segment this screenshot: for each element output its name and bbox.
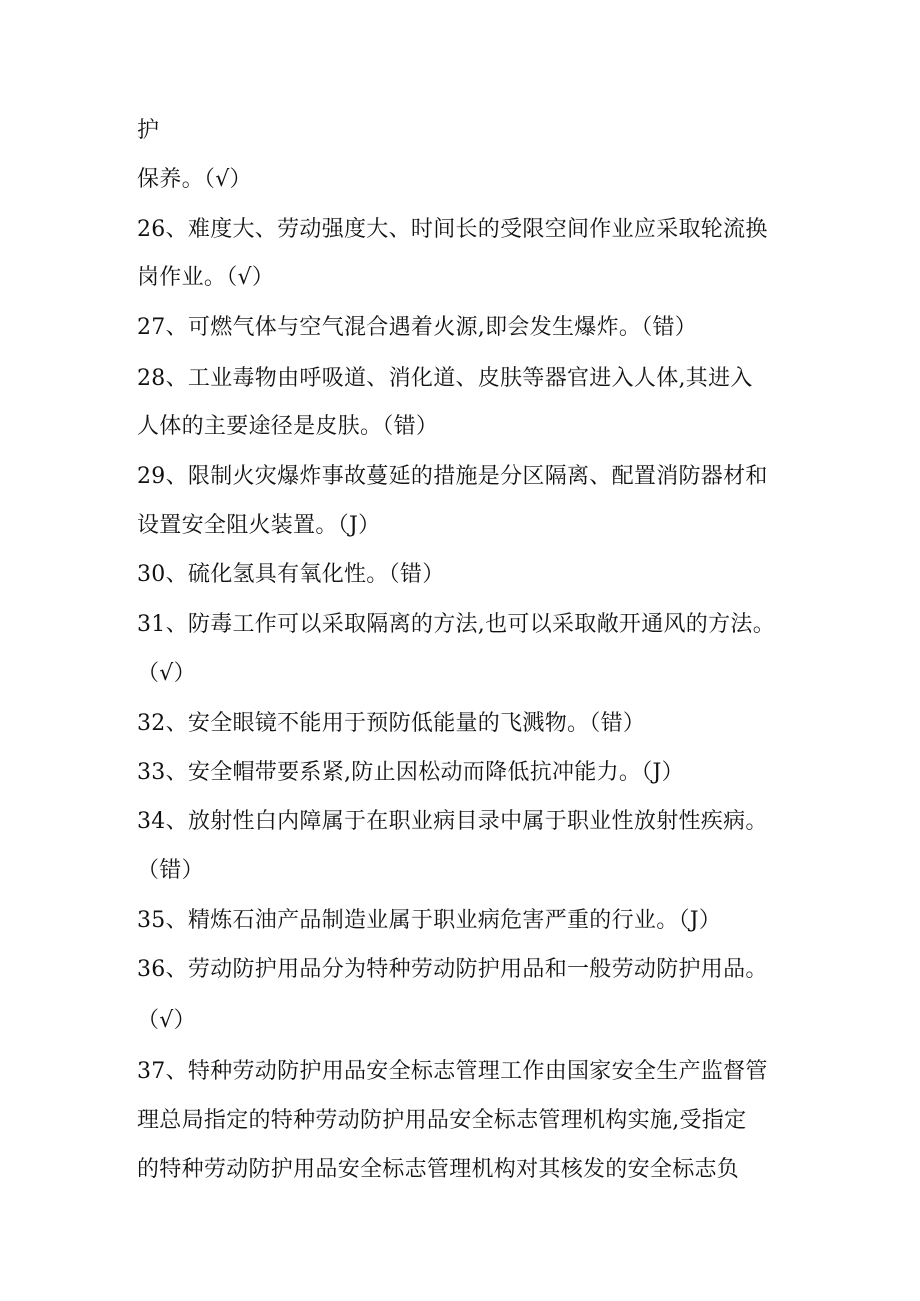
text-line: 27、可燃气体与空气混合遇着火源,即会发生爆炸。（错） bbox=[137, 315, 698, 340]
text-line: 32、安全眼镜不能用于预防低能量的飞溅物。（错） bbox=[137, 711, 646, 736]
text-line: 26、难度大、劳动强度大、时间长的受限空间作业应采取轮流换 bbox=[137, 217, 768, 242]
text-line: 30、硫化氢具有氧化性。（错） bbox=[137, 562, 445, 587]
text-line: （√） bbox=[137, 1008, 196, 1033]
text-line: 31、防毒工作可以采取隔离的方法,也可以采取敞开通风的方法。 bbox=[137, 612, 775, 637]
text-line: （√） bbox=[137, 661, 196, 686]
text-line: 28、工业毒物由呼吸道、消化道、皮肤等器官进入人体,其进入 bbox=[137, 366, 753, 391]
text-line: 的特种劳动防护用品安全标志管理机构对其核发的安全标志负 bbox=[137, 1157, 740, 1182]
text-line: 岗作业。（√） bbox=[137, 265, 275, 290]
text-line: 33、安全帽带要系紧,防止因松动而降低抗冲能力。（J） bbox=[137, 760, 684, 785]
text-line: （错） bbox=[137, 858, 204, 883]
text-line: 37、特种劳动防护用品安全标志管理工作由国家安全生产监督管 bbox=[137, 1059, 768, 1084]
text-line: 理总局指定的特种劳动防护用品安全标志管理机构实施,受指定 bbox=[137, 1108, 747, 1133]
text-line: 人体的主要途径是皮肤。（错） bbox=[137, 414, 439, 439]
text-line: 29、限制火灾爆炸事故蔓延的措施是分区隔离、配置消防器材和 bbox=[137, 464, 768, 489]
text-line: 护 bbox=[137, 118, 160, 143]
text-line: 36、劳动防护用品分为特种劳动防护用品和一般劳动防护用品。 bbox=[137, 957, 768, 982]
text-line: 34、放射性白内障属于在职业病目录中属于职业性放射性疾病。 bbox=[137, 809, 768, 834]
text-line: 保养。（√） bbox=[137, 167, 252, 192]
text-line: 35、精炼石油产品制造业属于职业病危害严重的行业。（J） bbox=[137, 908, 722, 933]
text-line: 设置安全阻火装置。（J） bbox=[137, 513, 381, 538]
